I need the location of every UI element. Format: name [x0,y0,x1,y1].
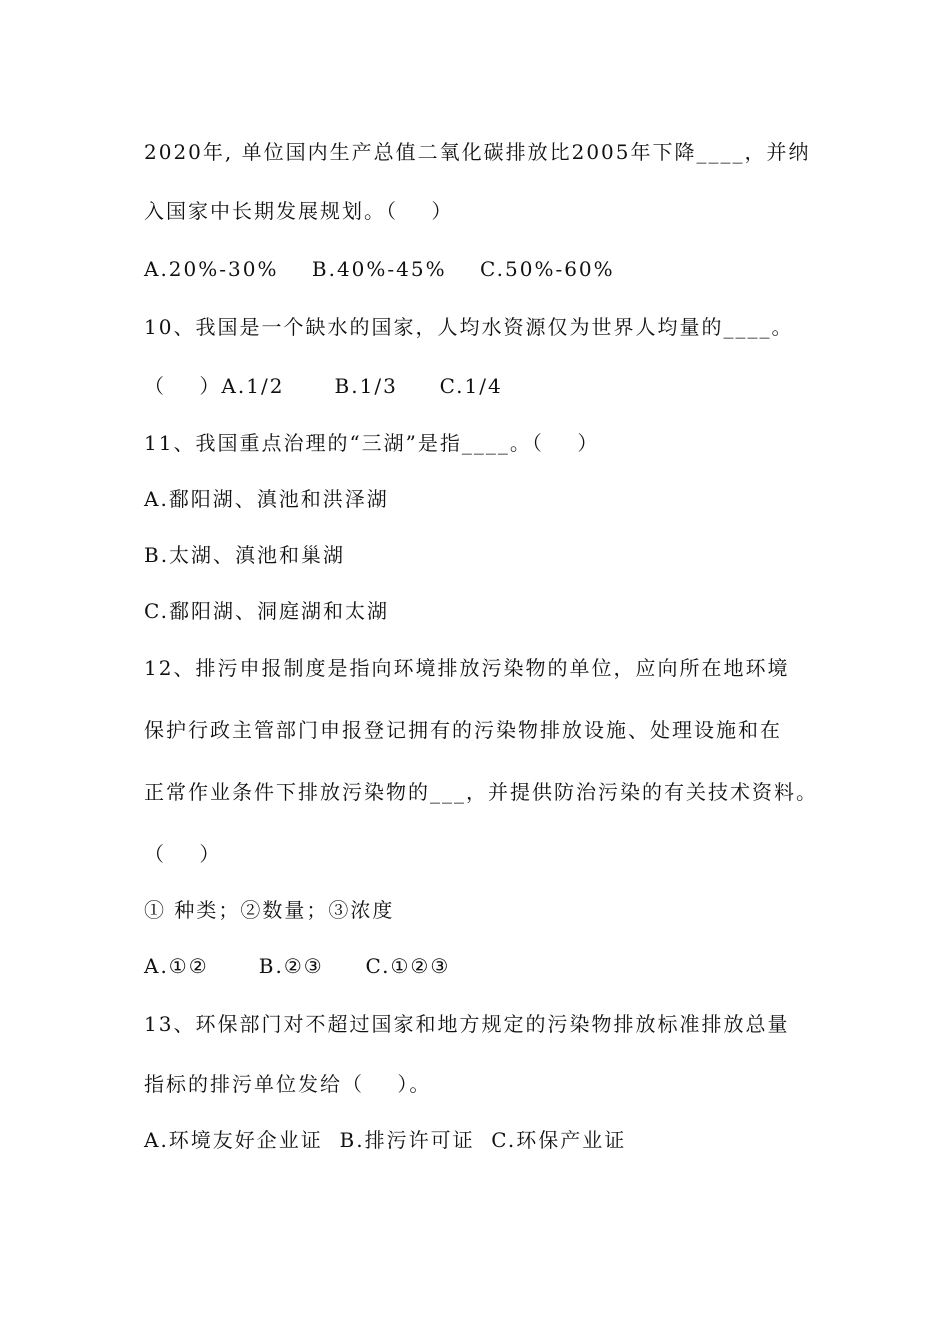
q9-stem-line-2: 入国家中长期发展规划。（ ） [144,199,454,223]
q13-options: A.环境友好企业证 B.排污许可证 C.环保产业证 [144,1128,627,1152]
q12-stem-line-2: 保护行政主管部门申报登记拥有的污染物排放设施、处理设施和在 [144,718,782,742]
q10-options: （ ）A.1/2 B.1/3 C.1/4 [144,374,503,398]
q12-answer-bracket: （ ） [144,842,222,866]
q11-option-b: B.太湖、滇池和巢湖 [144,543,346,567]
q13-stem-line-1: 13、环保部门对不超过国家和地方规定的污染物排放标准排放总量 [144,1012,790,1036]
q11-stem: 11、我国重点治理的“三湖”是指____。（ ） [144,431,600,455]
q11-option-c: C.鄱阳湖、洞庭湖和太湖 [144,599,389,623]
q12-options: A.①② B.②③ C.①②③ [144,954,451,978]
q10-stem: 10、我国是一个缺水的国家，人均水资源仅为世界人均量的____。 [144,315,794,339]
q12-stem-line-3: 正常作业条件下排放污染物的___，并提供防治污染的有关技术资料。 [144,780,818,804]
q9-stem-line-1: 2020年, 单位国内生产总值二氧化碳排放比2005年下降____，并纳 [144,140,811,164]
q12-items: ① 种类；②数量；③浓度 [144,898,395,922]
q13-stem-line-2: 指标的排污单位发给（ ）。 [144,1072,432,1096]
q11-option-a: A.鄱阳湖、滇池和洪泽湖 [144,487,389,511]
q9-options: A.20%-30% B.40%-45% C.50%-60% [144,257,615,281]
q12-stem-line-1: 12、排污申报制度是指向环境排放污染物的单位，应向所在地环境 [144,656,790,680]
